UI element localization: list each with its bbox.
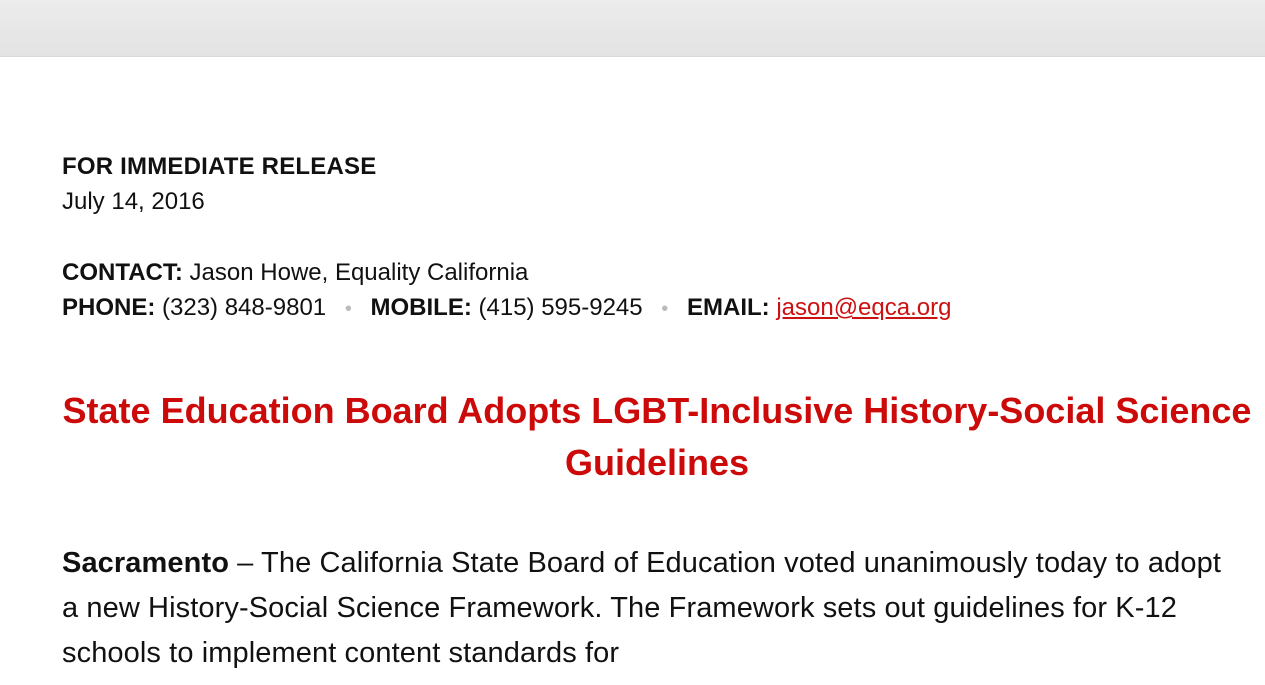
contact-label: CONTACT: [62,259,183,286]
release-date: July 14, 2016 [62,188,205,215]
email-link[interactable]: jason@eqca.org [776,294,952,321]
release-label: FOR IMMEDIATE RELEASE [62,153,377,180]
dateline-location: Sacramento [62,547,230,579]
press-release-page [0,57,1265,685]
browser-toolbar [0,0,1265,57]
mobile-label: MOBILE: [370,294,472,321]
separator-dot: • [344,298,352,320]
phone-label: PHONE: [62,294,156,321]
body-paragraph [62,541,1222,676]
headline: State Education Board Adopts LGBT-Inclusive History-Social Science Guidelines [62,390,1252,483]
contact-value: Jason Howe, Equality California [189,259,529,286]
body-text: – The California State Board of Education voted unanimously today to adopt a new History-Social Science Framework. The Framework sets out guidelines for K-12 schools to implement content standards for [62,547,1221,669]
phone-value: (323) 848-9801 [162,294,327,321]
separator-dot: • [661,298,669,320]
phone-line [62,294,951,322]
email-label: EMAIL: [686,294,770,321]
mobile-value: (415) 595-9245 [478,294,643,321]
contact-line [62,259,528,287]
